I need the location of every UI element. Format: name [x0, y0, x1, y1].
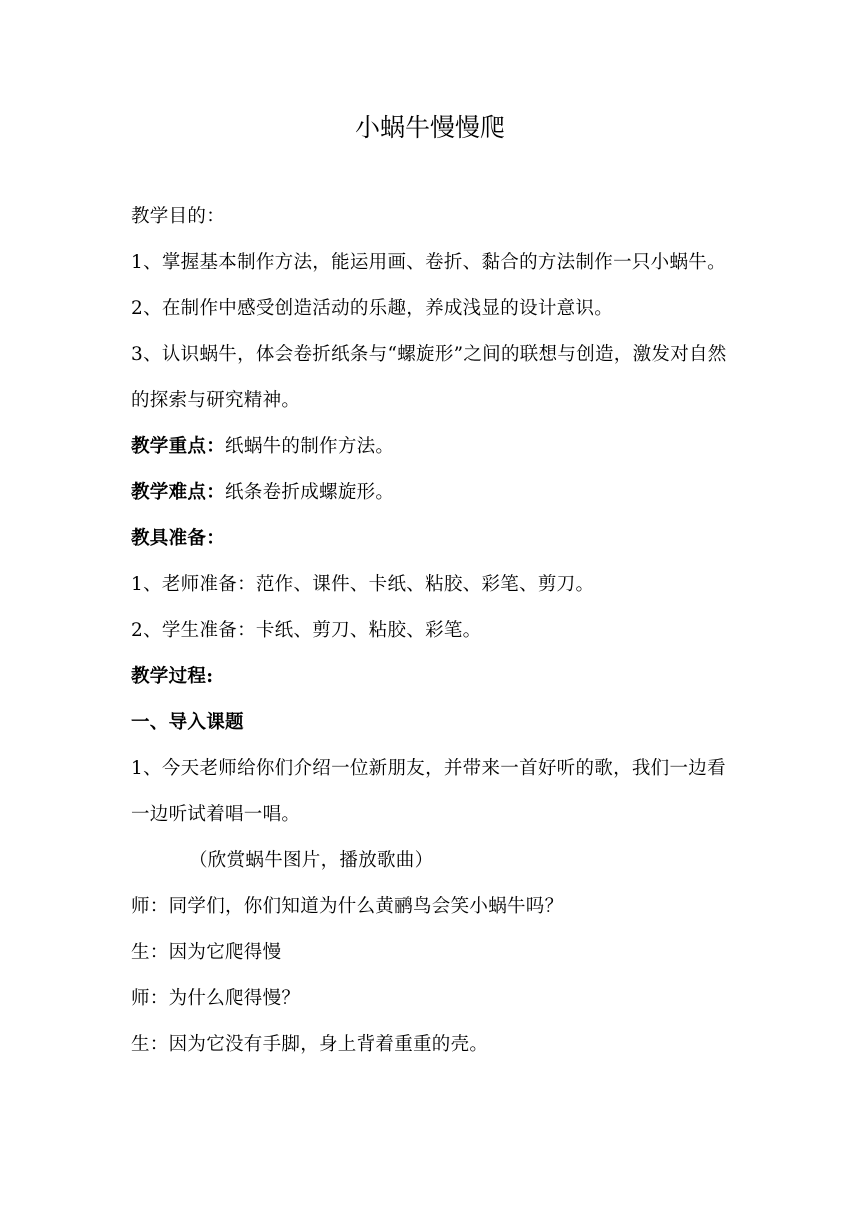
document-title: 小蜗牛慢慢爬 — [354, 113, 505, 142]
section-1-heading: 一、导入课题 — [131, 712, 244, 733]
process-heading: 教学过程: — [131, 666, 214, 687]
key-point — [131, 424, 741, 470]
dialog-2: 生：因为它爬得慢 — [131, 942, 282, 963]
intro-1: 1、今天老师给你们介绍一位新朋友，并带来一首好听的歌，我们一边看一边听试着唱一唱。 — [131, 758, 726, 825]
goals-heading: 教学目的： — [131, 206, 226, 227]
materials-heading: 教具准备： — [131, 528, 226, 549]
difficulty-text: 纸条卷折成螺旋形。 — [225, 482, 395, 503]
key-point-text: 纸蜗牛的制作方法。 — [225, 436, 395, 457]
goal-2: 2、在制作中感受创造活动的乐趣，养成浅显的设计意识。 — [131, 298, 614, 319]
goal-1: 1、掌握基本制作方法，能运用画、卷折、黏合的方法制作一只小蜗牛。 — [131, 252, 726, 273]
dialog-1: 师：同学们，你们知道为什么黄鹂鸟会笑小蜗牛吗？ — [131, 896, 564, 917]
goal-3: 3、认识蜗牛，体会卷折纸条与“螺旋形”之间的联想与创造，激发对自然的探索与研究精神。 — [131, 344, 727, 411]
materials-teacher: 1、老师准备：范作、课件、卡纸、粘胶、彩笔、剪刀。 — [131, 574, 595, 595]
difficulty — [131, 470, 741, 516]
intro-note: （欣赏蜗牛图片，播放歌曲） — [189, 850, 434, 871]
dialog-3: 师：为什么爬得慢？ — [131, 988, 301, 1009]
materials-student: 2、学生准备：卡纸、剪刀、粘胶、彩笔。 — [131, 620, 482, 641]
document-body — [131, 194, 741, 1068]
dialog-4: 生：因为它没有手脚，身上背着重重的壳。 — [131, 1034, 489, 1055]
difficulty-label: 教学难点： — [131, 482, 226, 503]
key-point-label: 教学重点： — [131, 436, 226, 457]
